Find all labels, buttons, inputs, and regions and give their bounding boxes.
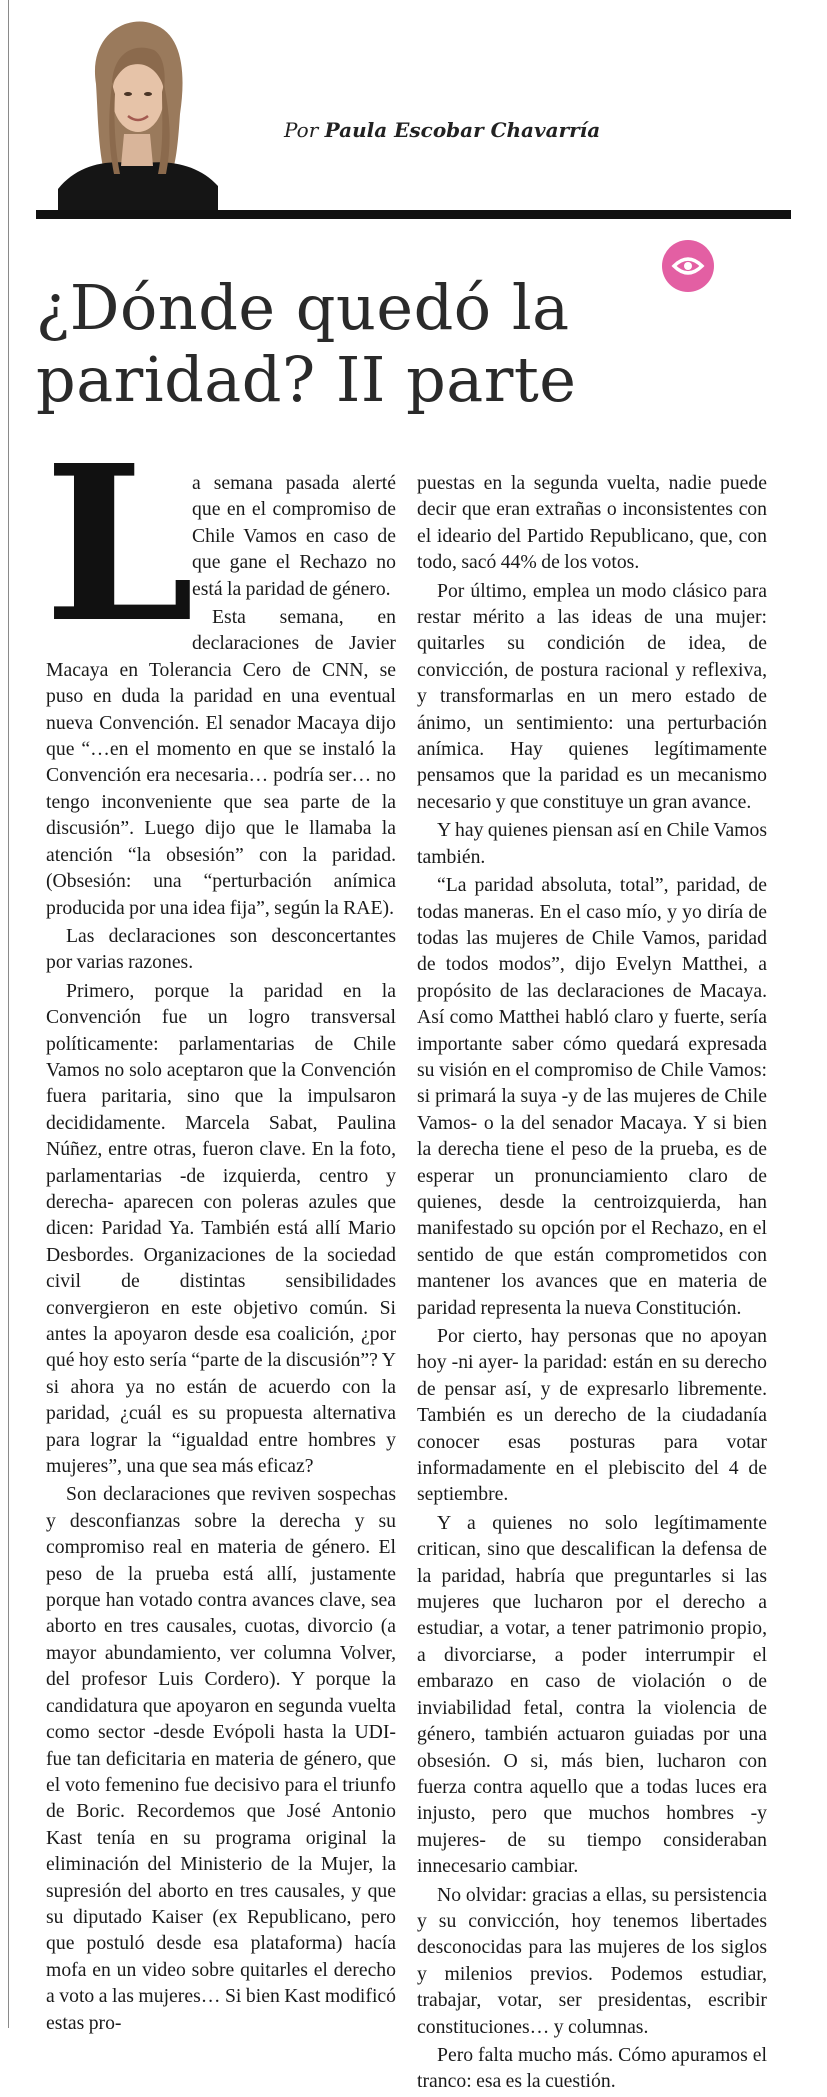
- paragraph: Pero falta mucho más. Cómo apuramos el tranco: esa es la cuestión.: [417, 2043, 767, 2093]
- header-rule: [36, 210, 791, 219]
- headline: [36, 272, 756, 416]
- byline-author: Paula Escobar Chavarría: [324, 118, 601, 142]
- paragraph: Y hay quienes piensan así en Chile Vamos también.: [417, 819, 767, 868]
- paragraph: Primero, porque la paridad en la Convención fue un logro transversal políticamente: parlamentarias de Chile Vamos no solo aceptaron que la Convención fuera paritaria, sino que la impulsaron decididamente. Marcela Sabat, Paulina Núñez, entre otras, fueron clave. En la foto, parlamentarias -de izquierda, centro y derecha- aparecen con poleras azules que dicen: Paridad Ya. También está allí Mario Desbordes. Organizaciones de la sociedad civil de distintas sensibilidades convergieron en este objetivo común. Si antes la apoyaron desde esa coalición, ¿por qué hoy esto sería “parte de la discusión”? Y si ahora ya no están de acuerdo con la paridad, ¿cuál es su propuesta alternativa para lograr la “igualdad entre hombres y mujeres”, una que sea más eficaz?: [46, 979, 396, 1478]
- byline-prefix: Por: [284, 118, 319, 142]
- paragraph: “La paridad absoluta, total”, paridad, de todas maneras. En el caso mío, y yo diría de todas las mujeres de Chile Vamos, paridad de todos modos”, dijo Evelyn Matthei, a propósito de las declaraciones de Macaya. Así como Matthei habló claro y fuerte, sería importante saber cómo quedará expresada su visión en el compromiso de Chile Vamos: si primará la suya -y de las mujeres de Chile Vamos- o la del senador Macaya. Y si bien la derecha tiene el peso de la prueba, es de esperar un pronunciamiento claro de quienes, desde la centroizquierda, han manifestado su opción por el Rechazo, en el sentido de que están comprometidos con mantener los avances que en materia de paridad representa la nueva Constitución.: [417, 874, 767, 1319]
- headline-line-2: paridad? II parte: [36, 343, 577, 416]
- article-column-left: [44, 419, 396, 2038]
- page-margin-rule: [8, 0, 9, 2028]
- paragraph: puestas en la segunda vuelta, nadie puede decir que eran extrañas o inconsistentes con el ideario del Partido Republicano, que, con todo, sacó 44% de los votos.: [417, 472, 767, 574]
- drop-cap: L: [44, 419, 195, 670]
- byline: [284, 118, 600, 142]
- paragraph: Esta semana, en declaraciones de Javier Macaya en Tolerancia Cero de CNN, se puso en duda la paridad en una eventual nueva Convención. El senador Macaya dijo que “…en el momento en que se instaló la Convención era necesaria… podría ser… no tengo inconveniente que sea parte de la discusión”. Luego dijo que le llamaba la atención “la obsesión” con la paridad. (Obsesión: una “perturbación anímica producida por una idea fija”, según la RAE).: [46, 606, 396, 919]
- paragraph: Por último, emplea un modo clásico para restar mérito a las ideas de una mujer: quitarles su condición de idea, de convicción, de postura racional y reflexiva, y transformarlas en un mero estado de ánimo, un sentimiento: una perturbación anímica. Hay quienes legítimamente pensamos que la paridad es un mecanismo necesario y que constituye un gran avance.: [417, 579, 767, 813]
- paragraph: Y a quienes no solo legítimamente critican, sino que descalifican la defensa de la paridad, habría que preguntarles si las mujeres que lucharon por el derecho a estudiar, a votar, a tener patrimonio propio, a divorciarse, a poder interrumpir el embarazo en caso de violación o de inviabilidad fetal, contra la violencia de género, también actuaron guiadas por una obsesión. O si, más bien, lucharon con fuerza contra aquello que a todas luces era injusto, pero que muchos hombres -y mujeres- de su tiempo consideraban innecesario cambiar.: [417, 1511, 767, 1878]
- author-photo: [58, 14, 218, 210]
- paragraph: Son declaraciones que reviven sospechas y desconfianzas sobre la derecha y su compromiso real en materia de género. El peso de la prueba está allí, justamente porque han votado contra avances clave, sea aborto en tres causales, cuotas, divorcio (a mayor abundamiento, ver columna Volver, del profesor Luis Cordero). Y porque la candidatura que apoyaron en segunda vuelta como sector -desde Evópoli hasta la UDI- fue tan deficitaria en materia de género, que el voto femenino fue decisivo para el triunfo de Boric. Recordemos que José Antonio Kast tenía en su programa original la eliminación del Ministerio de la Mujer, la supresión del aborto en tres causales, y que su diputado Kaiser (ex Republicano, pero que postuló desde esa plataforma) hacía mofa en un video sobre quitarles el derecho a voto a las mujeres… Si bien Kast modificó estas pro-: [46, 1483, 396, 2034]
- headline-line-1: ¿Dónde quedó la: [36, 271, 570, 344]
- paragraph: No olvidar: gracias a ellas, su persistencia y su convicción, hoy tenemos libertades desconocidas para las mujeres de los siglos y milenios previos. Podemos estudiar, trabajar, votar, ser presidentas, escribir constituciones… y columnas.: [417, 1883, 767, 2038]
- paragraph: L a semana pasada alerté que en el compromiso de Chile Vamos en caso de que gane el Rechazo no está la paridad de género.: [44, 419, 396, 670]
- paragraph: Por cierto, hay personas que no apoyan hoy -ni ayer- la paridad: están en su derecho de pensar así, y de expresarlo libremente. También es un derecho de la ciudadanía conocer esas posturas para votar informadamente en el plebiscito del 4 de septiembre.: [417, 1325, 767, 1506]
- article-column-right: [417, 470, 767, 2097]
- paragraph: Las declaraciones son desconcertantes por varias razones.: [46, 924, 396, 974]
